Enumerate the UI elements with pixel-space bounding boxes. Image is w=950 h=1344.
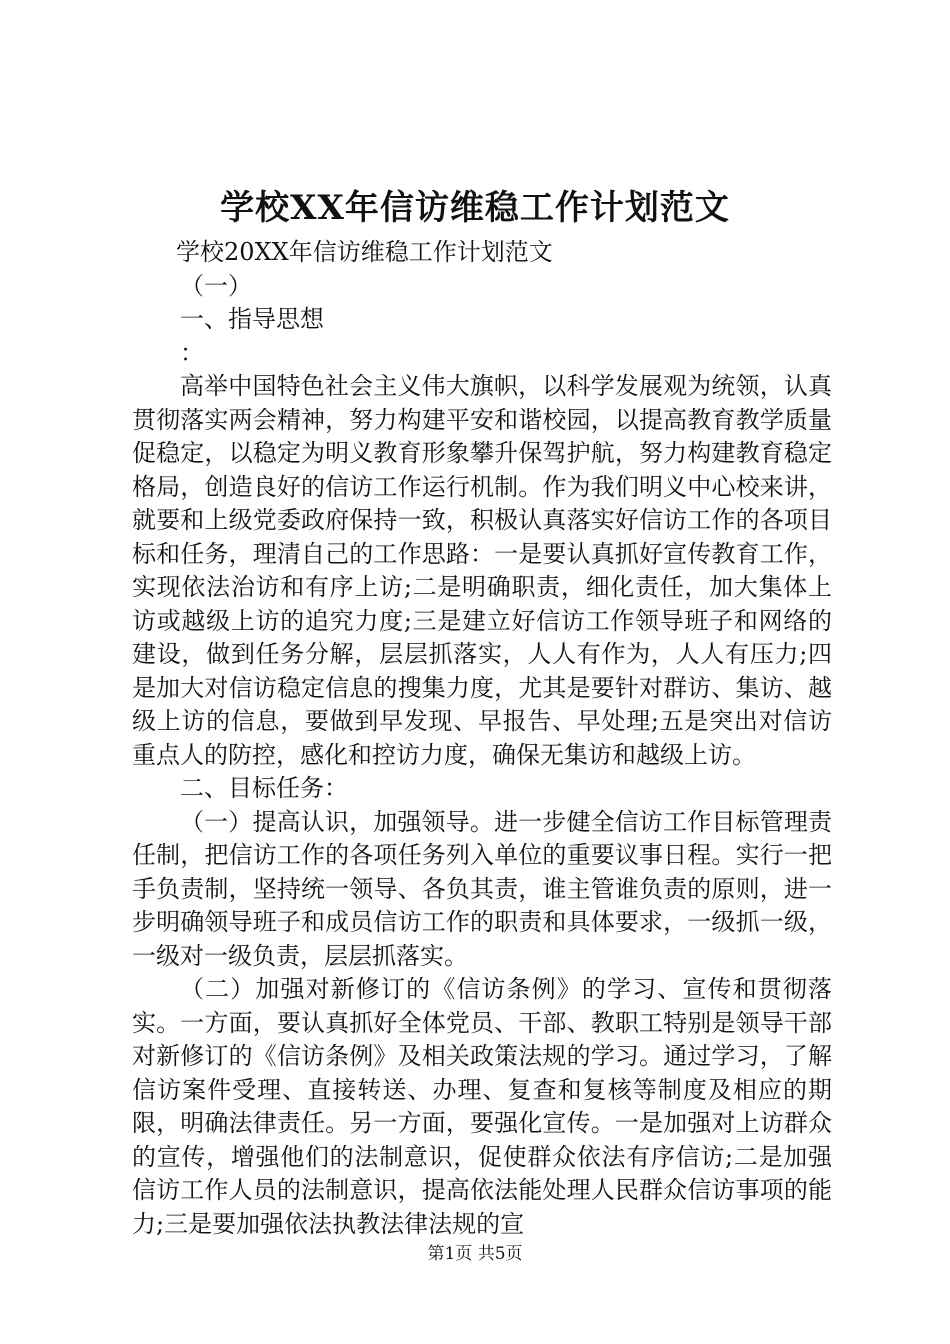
section-marker: （一）	[180, 271, 252, 300]
paragraph-guiding-ideology: 高举中国特色社会主义伟大旗帜，以科学发展观为统领，认真贯彻落实两会精神，努力构建平安和谐校园，以提高教育教学质量促稳定，以稳定为明义教育形象攀升保驾护航，努力构建教育稳定格局，创造良好的信访工作运行机制。作为我们明义中心校来讲，就要和上级党委政府保持一致，积极认真落实好信访工作的各项目标和任务，理清自己的工作思路：一是要认真抓好宣传教育工作，实现依法治访和有序上访;二是明确职责，细化责任，加大集体上访或越级上访的追究力度;三是建立好信访工作领导班子和网络的建设，做到任务分解，层层抓落实，人人有作为，人人有压力;四是加大对信访稳定信息的搜集力度，尤其是要针对群访、集访、越级上访的信息，要做到早发现、早报告、早处理;五是突出对信访重点人的防控，感化和控访力度，确保无集访和越级上访。	[132, 372, 832, 769]
document-title: 学校XX年信访维稳工作计划范文	[220, 188, 730, 228]
heading-target-tasks: 二、目标任务：	[180, 774, 348, 802]
paragraph-task-2: （二）加强对新修订的《信访条例》的学习、宣传和贯彻落实。一方面，要认真抓好全体党员、干部、教职工特别是领导干部对新修订的《信访条例》及相关政策法规的学习。通过学习，了解信访案件受理、直接转送、办理、复查和复核等制度及相应的期限，明确法律责任。另一方面，要强化宣传。一是加强对上访群众的宣传，增强他们的法制意识，促使群众依法有序信访;二是加强信访工作人员的法制意识，提高依法能处理人民群众信访事项的能力;三是要加强依法执教法律法规的宣	[132, 975, 832, 1238]
paragraph-task-1: （一）提高认识，加强领导。进一步健全信访工作目标管理责任制，把信访工作的各项任务列入单位的重要议事日程。实行一把手负责制，坚持统一领导、各负其责，谁主管谁负责的原则，进一步明确领导班子和成员信访工作的职责和具体要求，一级抓一级，一级对一级负责，层层抓落实。	[132, 807, 832, 970]
heading-guiding-ideology: 一、指导思想	[180, 305, 324, 333]
document-subtitle: 学校20XX年信访维稳工作计划范文	[176, 238, 553, 266]
document-body	[132, 236, 832, 1241]
colon-line: ：	[180, 338, 204, 367]
page-footer: 第1页 共5页	[427, 1244, 523, 1264]
